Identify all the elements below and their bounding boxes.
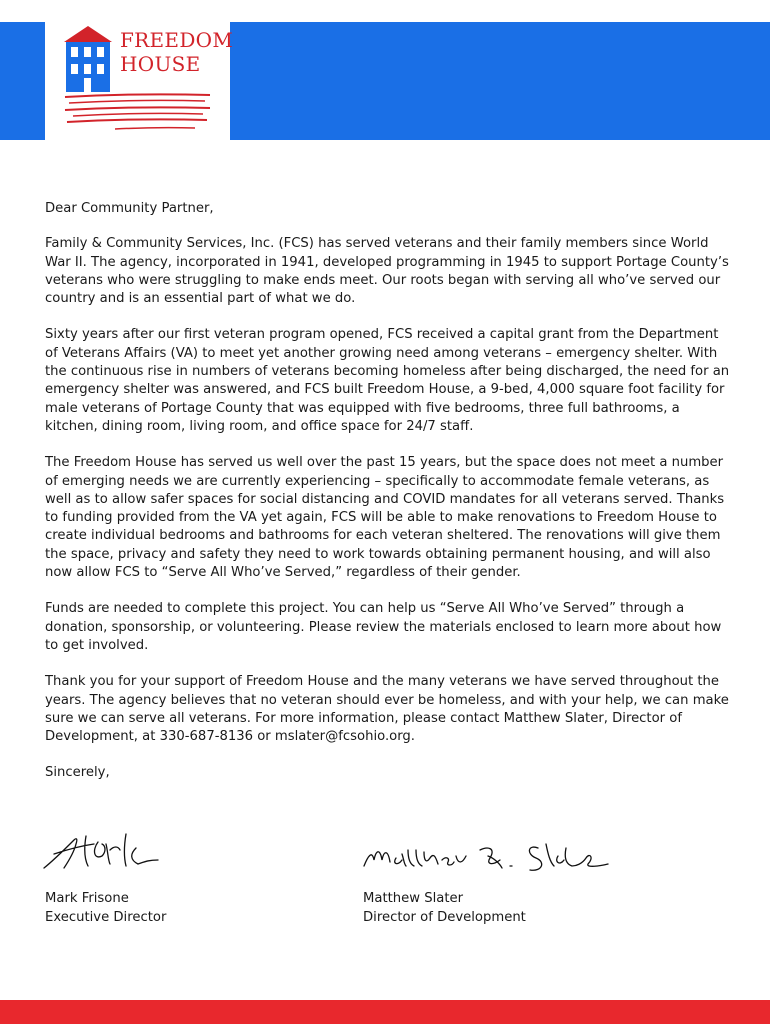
- signatory-2-title: Director of Development: [363, 910, 526, 925]
- signatory-2-name: Matthew Slater: [363, 891, 464, 906]
- signature-matthew-slater: [360, 836, 620, 884]
- signatory-1: [45, 889, 166, 927]
- freedom-house-logo: [45, 0, 234, 140]
- paragraph-2: Sixty years after our first veteran program opened, FCS received a capital grant from the Department of Veterans Affairs (VA) to meet yet another growing need among veterans – emergency shelter. With the continuous rise in numbers of veterans becoming homeless after being discharged, the need for an emergency shelter was answered, and FCS built Freedom House, a 9-bed, 4,000 square foot facility for male veterans of Portage County that was equipped with five bedrooms, three full bathrooms, a kitchen, dining room, living room, and office space for 24/7 staff.: [45, 327, 730, 434]
- signatory-2: [363, 889, 526, 927]
- header-band-right: [230, 22, 770, 140]
- signature-mark-frisone: [40, 830, 170, 875]
- paragraph-3: The Freedom House has served us well over the past 15 years, but the space does not meet a number of emerging needs we are currently experiencing – specifically to accommodate female veterans, as well as to allow safer spaces for social distancing and COVID mandates for all veterans served. Thanks to funding provided from the VA yet again, FCS will be able to make renovations to Freedom House to create individual bedrooms and bathrooms for each veteran sheltered. The renovations will give them the space, privacy and safety they need to work towards obtaining permanent housing, and will also now allow FCS to “Serve All Who’ve Served,” regardless of their gender.: [45, 455, 725, 581]
- paragraph-1: Family & Community Services, Inc. (FCS) has served veterans and their family members since World War II. The agency, incorporated in 1941, developed programming in 1945 to support Portage County’s veterans who were struggling to make ends meet. Our roots began with serving all who’ve served our country and is an essential part of what we do.: [45, 236, 729, 307]
- logo-line1: FREEDOM: [120, 28, 234, 52]
- signatory-1-name: Mark Frisone: [45, 891, 129, 906]
- letter-body: [45, 200, 735, 801]
- signatory-1-title: Executive Director: [45, 910, 167, 925]
- logo-line2: HOUSE: [120, 52, 201, 76]
- footer-band: [0, 1000, 770, 1024]
- closing: Sincerely,: [45, 765, 110, 781]
- paragraph-4: Funds are needed to complete this project. You can help us “Serve All Who’ve Served” through a donation, sponsorship, or volunteering. Please review the materials enclosed to learn more about how to get involved.: [45, 601, 722, 653]
- paragraph-5: Thank you for your support of Freedom House and the many veterans we have served throughout the years. The agency believes that no veteran should ever be homeless, and with your help, we can make sure we can serve all veterans. For more information, please contact Matthew Slater, Director of Development, at 330-687-8136 or mslater@fcsohio.org.: [45, 674, 729, 745]
- salutation: Dear Community Partner,: [45, 201, 214, 216]
- header-band-left: [0, 22, 45, 140]
